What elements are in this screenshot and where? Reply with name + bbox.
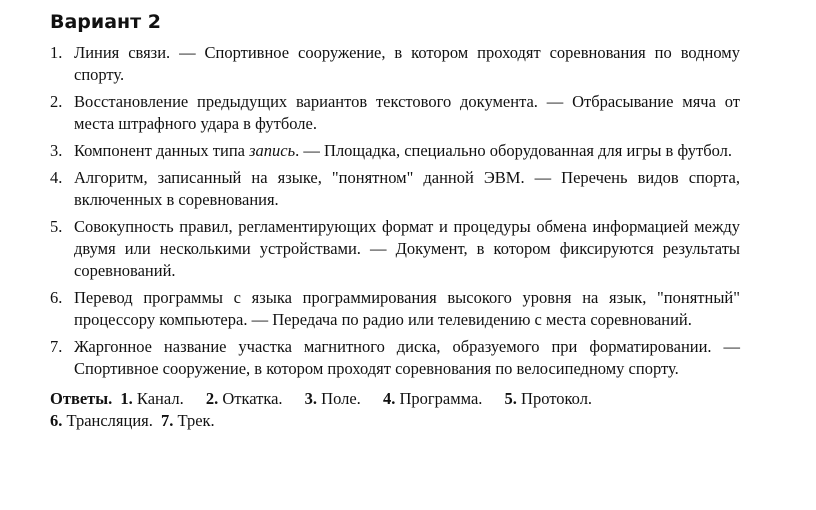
task-item xyxy=(50,42,740,86)
answer-word: Откатка. xyxy=(222,389,283,408)
answers-label: Ответы. xyxy=(50,389,113,408)
task-text: Жаргонное название участка магнитного диска, образуемого при форматировании. — Спортивное сооружение, в котором проходят соревнования по велосипедному спорту. xyxy=(74,337,740,378)
task-item xyxy=(50,167,740,211)
task-text: Совокупность правил, регламентирующих формат и процедуры обмена информацией между двумя или несколькими устройствами. — Документ, в котором фиксируются результаты соревнований. xyxy=(74,217,740,280)
answer-word: Трек. xyxy=(177,411,215,430)
task-text: Перевод программы с языка программирования высокого уровня на язык, "понятный" процессору компьютера. — Передача по радио или телевидению с места соревнований. xyxy=(74,288,740,329)
task-number: 1. xyxy=(50,43,63,62)
task-number: 4. xyxy=(50,168,63,187)
task-number: 3. xyxy=(50,141,63,160)
answer-item xyxy=(50,411,153,430)
answer-number: 4. xyxy=(382,389,396,408)
document-page xyxy=(50,10,740,432)
task-number: 2. xyxy=(50,92,63,111)
task-item xyxy=(50,287,740,331)
answer-number: 2. xyxy=(205,389,219,408)
task-text: Алгоритм, записанный на языке, "понятном" данной ЭВМ. — Перечень видов спорта, включенных в соревнования. xyxy=(74,168,740,209)
answer-item xyxy=(305,389,361,408)
answer-number: 6. xyxy=(50,411,63,430)
task-number: 7. xyxy=(50,337,63,356)
answer-item xyxy=(161,411,215,430)
task-number: 6. xyxy=(50,288,63,307)
answer-item xyxy=(383,389,482,408)
answer-number: 5. xyxy=(504,389,517,408)
answer-word: Программа. xyxy=(399,389,483,408)
task-text xyxy=(74,140,740,162)
task-item xyxy=(50,91,740,135)
answer-word: Канал. xyxy=(136,389,184,408)
answer-item xyxy=(120,389,183,408)
task-item xyxy=(50,140,740,162)
task-text-emphasis: запись xyxy=(249,141,296,160)
task-list xyxy=(50,42,740,380)
task-text: Восстановление предыдущих вариантов текстового документа. — Отбрасывание мяча от места штрафного удара в футболе. xyxy=(74,92,740,133)
task-item xyxy=(50,336,740,380)
answer-number: 7. xyxy=(161,411,174,430)
task-text: Линия связи. — Спортивное сооружение, в котором проходят соревнования по водному спорту. xyxy=(74,43,740,84)
task-text-after: . — Площадка, специально оборудованная для игры в футбол. xyxy=(295,141,732,160)
answer-item xyxy=(505,389,593,408)
answer-word: Протокол. xyxy=(521,389,593,408)
answer-number: 1. xyxy=(120,389,133,408)
answer-item xyxy=(206,389,283,408)
task-number: 5. xyxy=(50,217,63,236)
task-text-before: Компонент данных типа xyxy=(74,141,250,160)
answer-word: Поле. xyxy=(321,389,361,408)
task-item xyxy=(50,216,740,282)
answers-block xyxy=(50,388,740,432)
variant-title: Вариант 2 xyxy=(50,11,162,33)
answer-number: 3. xyxy=(304,389,318,408)
answer-word: Трансляция. xyxy=(66,411,153,430)
